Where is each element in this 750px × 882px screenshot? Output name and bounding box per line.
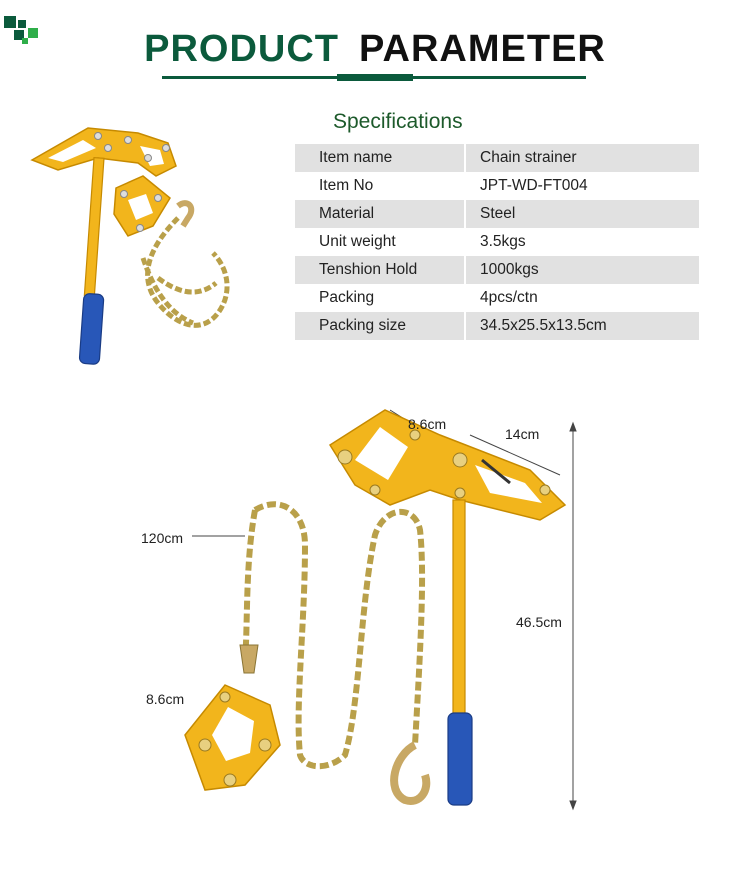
spec-value: JPT-WD-FT004: [465, 172, 699, 200]
title-underline-accent: [337, 74, 413, 81]
page-title: [0, 28, 750, 71]
spec-value: 4pcs/ctn: [465, 284, 699, 312]
chain-strainer-image: [28, 118, 238, 370]
table-row: [295, 312, 699, 340]
dim-clamp-width-bottom: 8.6cm: [146, 691, 185, 707]
table-row: [295, 200, 699, 228]
table-row: [295, 284, 699, 312]
spec-value: 3.5kgs: [465, 228, 699, 256]
spec-label: Item No: [319, 177, 374, 194]
table-row: [295, 144, 699, 172]
table-row: [295, 172, 699, 200]
spec-label: Item name: [295, 144, 465, 172]
specifications-table: [295, 144, 699, 340]
title-product: PRODUCT: [144, 28, 340, 70]
table-row: [295, 228, 699, 256]
specifications-heading: Specifications: [333, 110, 463, 133]
dim-chain-length: 120cm: [141, 530, 184, 546]
spec-value: 1000kgs: [465, 256, 699, 284]
spec-label: Packing: [319, 289, 375, 306]
spec-label: Tenshion Hold: [295, 256, 465, 284]
title-parameter: PARAMETER: [359, 28, 606, 70]
spec-label: Unit weight: [319, 233, 396, 250]
spec-value: Steel: [465, 200, 699, 228]
spec-label: Material: [295, 200, 465, 228]
dim-clamp-width-top: 8.6cm: [408, 416, 447, 432]
spec-value: 34.5x25.5x13.5cm: [465, 312, 699, 340]
dim-total-height: 46.5cm: [516, 614, 562, 630]
spec-value: Chain strainer: [465, 144, 699, 172]
table-row: [295, 256, 699, 284]
dim-handle-length-top: 14cm: [505, 426, 540, 442]
spec-label: Packing size: [295, 312, 465, 340]
